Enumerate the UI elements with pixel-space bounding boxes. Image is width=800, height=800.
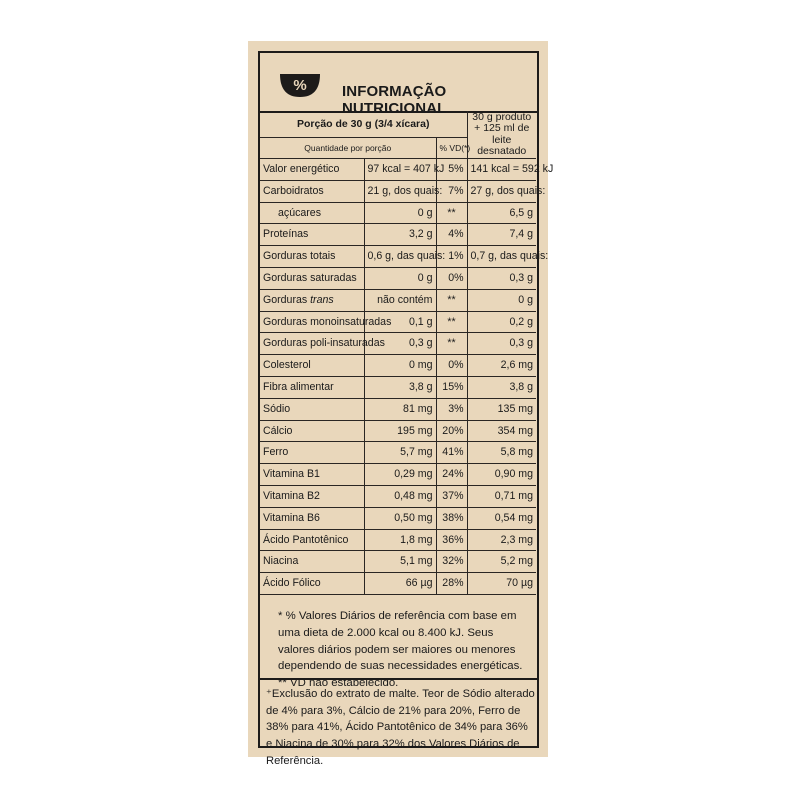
nutrient-quantity: 81 mg xyxy=(364,398,436,420)
nutrient-daily-value: 32% xyxy=(436,551,467,573)
daily-value-header: % VD(*) xyxy=(436,138,467,159)
nutrition-table-wrap xyxy=(260,111,554,595)
nutrient-with-milk: 70 µg xyxy=(467,573,536,595)
nutrient-name: Ácido Pantotênico xyxy=(260,529,364,551)
nutrient-name: Proteínas xyxy=(260,224,364,246)
table-row xyxy=(260,551,536,573)
nutrient-with-milk: 354 mg xyxy=(467,420,536,442)
table-row xyxy=(260,529,536,551)
nutrient-quantity: 0,6 g, das quais: xyxy=(364,246,436,268)
table-row xyxy=(260,376,536,398)
nutrient-quantity: 5,1 mg xyxy=(364,551,436,573)
nutrient-name: Gorduras totais xyxy=(260,246,364,268)
nutrient-with-milk: 0,54 mg xyxy=(467,507,536,529)
nutrient-daily-value: ** xyxy=(436,333,467,355)
nutrient-with-milk: 0,3 g xyxy=(467,333,536,355)
nutrient-name: açúcares xyxy=(260,202,364,224)
nutrient-daily-value: ** xyxy=(436,311,467,333)
table-row xyxy=(260,464,536,486)
nutrient-quantity: 0 mg xyxy=(364,355,436,377)
nutrient-name: Vitamina B1 xyxy=(260,464,364,486)
nutrient-daily-value: 1% xyxy=(436,246,467,268)
nutrient-quantity: não contém xyxy=(364,289,436,311)
nutrient-name: Vitamina B6 xyxy=(260,507,364,529)
nutrient-daily-value: 3% xyxy=(436,398,467,420)
nutrient-daily-value: 24% xyxy=(436,464,467,486)
nutrient-daily-value: 37% xyxy=(436,485,467,507)
nutrient-with-milk: 7,4 g xyxy=(467,224,536,246)
nutrient-daily-value: 0% xyxy=(436,267,467,289)
nutrient-daily-value: 7% xyxy=(436,180,467,202)
table-row xyxy=(260,311,536,333)
table-row xyxy=(260,485,536,507)
nutrient-daily-value: ** xyxy=(436,289,467,311)
nutrient-daily-value: 0% xyxy=(436,355,467,377)
nutrient-with-milk: 2,3 mg xyxy=(467,529,536,551)
nutrient-name: Ferro xyxy=(260,442,364,464)
table-row xyxy=(260,355,536,377)
nutrient-name: Carboidratos xyxy=(260,180,364,202)
nutrient-daily-value: 4% xyxy=(436,224,467,246)
nutrient-with-milk: 135 mg xyxy=(467,398,536,420)
nutrient-with-milk: 0 g xyxy=(467,289,536,311)
nutrient-with-milk: 0,3 g xyxy=(467,267,536,289)
nutrient-with-milk: 27 g, dos quais: xyxy=(467,180,536,202)
nutrient-with-milk: 141 kcal = 592 kJ xyxy=(467,159,536,181)
nutrient-quantity: 3,2 g xyxy=(364,224,436,246)
nutrient-quantity: 0,3 g xyxy=(364,333,436,355)
nutrient-name: Ácido Fólico xyxy=(260,573,364,595)
nutrient-name: Colesterol xyxy=(260,355,364,377)
serving-size: Porção de 30 g (3/4 xícara) xyxy=(260,111,467,138)
nutrient-quantity: 0,29 mg xyxy=(364,464,436,486)
nutrient-name: Fibra alimentar xyxy=(260,376,364,398)
nutrient-with-milk: 3,8 g xyxy=(467,376,536,398)
nutrient-quantity: 5,7 mg xyxy=(364,442,436,464)
table-row xyxy=(260,180,536,202)
table-row xyxy=(260,289,536,311)
table-row xyxy=(260,507,536,529)
nutrient-quantity: 195 mg xyxy=(364,420,436,442)
nutrient-with-milk: 5,8 mg xyxy=(467,442,536,464)
footnote-daily-values: * % Valores Diários de referência com base em uma dieta de 2.000 kcal ou 8.400 kJ. Seus valores diários podem ser maiores ou menores dependendo de suas necessidades energéticas. ** VD não estabelecido. xyxy=(278,610,523,690)
nutrient-quantity: 66 µg xyxy=(364,573,436,595)
nutrient-with-milk: 0,90 mg xyxy=(467,464,536,486)
nutrient-daily-value: 38% xyxy=(436,507,467,529)
table-row xyxy=(260,442,536,464)
nutrition-label-card xyxy=(248,41,554,767)
nutrient-daily-value: ** xyxy=(436,202,467,224)
nutrient-name: Gorduras monoinsaturadas xyxy=(260,311,364,333)
table-header-row xyxy=(260,111,536,138)
nutrient-quantity: 0 g xyxy=(364,202,436,224)
table-row xyxy=(260,398,536,420)
nutrient-quantity: 1,8 mg xyxy=(364,529,436,551)
table-row xyxy=(260,224,536,246)
nutrient-daily-value: 20% xyxy=(436,420,467,442)
nutrient-quantity: 21 g, dos quais: xyxy=(364,180,436,202)
nutrient-with-milk: 2,6 mg xyxy=(467,355,536,377)
table-row xyxy=(260,246,536,268)
table-row xyxy=(260,159,536,181)
table-row xyxy=(260,267,536,289)
footnote-divider xyxy=(260,678,537,680)
table-row xyxy=(260,333,536,355)
label-header xyxy=(260,53,537,117)
table-row xyxy=(260,420,536,442)
nutrient-with-milk: 0,2 g xyxy=(467,311,536,333)
nutrient-name: Valor energético xyxy=(260,159,364,181)
nutrient-name: Gorduras saturadas xyxy=(260,267,364,289)
product-with-milk-header: 30 g produto + 125 ml de leite desnatado xyxy=(467,111,536,159)
table-row xyxy=(260,573,536,595)
nutrient-quantity: 0,48 mg xyxy=(364,485,436,507)
nutrient-name: Sódio xyxy=(260,398,364,420)
nutrient-with-milk: 0,71 mg xyxy=(467,485,536,507)
percent-bowl-icon xyxy=(278,70,322,100)
quantity-per-serving-header: Quantidade por porção xyxy=(260,138,436,159)
footnote-reformulation: ⁺Exclusão do extrato de malte. Teor de Sódio alterado de 4% para 3%, Cálcio de 21% para 20%, Ferro de 38% para 41%, Ácido Pantotênico de 34% para 36% e Niacina de 30% para 32% dos Valores Diários de Referência. xyxy=(266,688,535,767)
nutrient-name: Gorduras trans xyxy=(260,289,364,311)
nutrient-name: Cálcio xyxy=(260,420,364,442)
nutrient-with-milk: 6,5 g xyxy=(467,202,536,224)
nutrient-daily-value: 15% xyxy=(436,376,467,398)
table-row xyxy=(260,202,536,224)
nutrient-quantity: 3,8 g xyxy=(364,376,436,398)
nutrient-quantity: 97 kcal = 407 kJ xyxy=(364,159,436,181)
nutrition-table xyxy=(260,111,554,595)
nutrient-quantity: 0 g xyxy=(364,267,436,289)
nutrient-daily-value: 41% xyxy=(436,442,467,464)
nutrient-daily-value: 28% xyxy=(436,573,467,595)
nutrient-quantity: 0,1 g xyxy=(364,311,436,333)
nutrient-name: Vitamina B2 xyxy=(260,485,364,507)
nutrient-daily-value: 36% xyxy=(436,529,467,551)
nutrient-quantity: 0,50 mg xyxy=(364,507,436,529)
nutrient-daily-value: 5% xyxy=(436,159,467,181)
nutrient-with-milk: 0,7 g, das quais: xyxy=(467,246,536,268)
label-title: INFORMAÇÃO NUTRICIONAL xyxy=(342,83,447,117)
percent-icon-label: % xyxy=(293,77,307,94)
nutrient-with-milk: 5,2 mg xyxy=(467,551,536,573)
nutrient-name: Niacina xyxy=(260,551,364,573)
nutrient-name: Gorduras poli-insaturadas xyxy=(260,333,364,355)
nutrition-panel xyxy=(258,51,554,767)
